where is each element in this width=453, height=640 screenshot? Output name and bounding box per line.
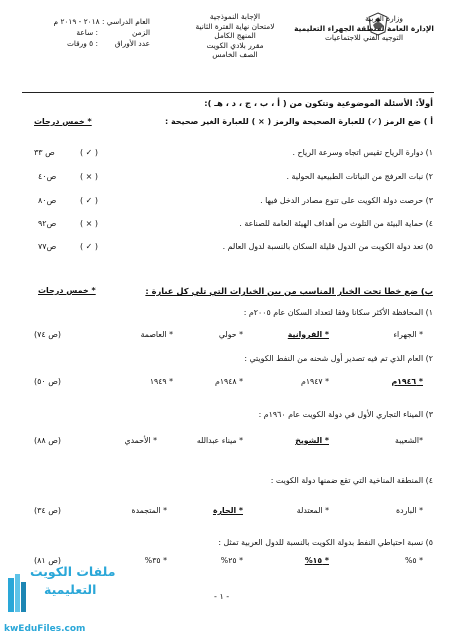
tf-ref-5: ص٧٧: [38, 242, 57, 251]
mc-q4-ref: (ص ٣٤): [34, 506, 62, 515]
mc-q1-option-3: * حولي: [218, 330, 243, 339]
grade-level: الصف الخامس: [212, 50, 258, 60]
header-info-block: [30, 16, 150, 49]
mc-q1-option-2-correct: * الفروانية: [287, 330, 329, 339]
mc-q5-option-1: * ٥%: [404, 556, 423, 565]
watermark-line1: ملفات الكويت: [30, 564, 116, 579]
tf-answer-5: ( ✓ ): [80, 242, 99, 251]
mc-q1-ref: (ص ٧٤): [34, 330, 62, 339]
mc-q3-ref: (ص ٨٨): [34, 436, 62, 445]
mc-q4-option-3-correct: * الحارة: [212, 506, 243, 515]
answer-key-label: الإجابة النموذجية: [209, 12, 261, 21]
exam-name: لامتحان نهاية الفترة الثانية: [195, 21, 275, 31]
mc-q1-option-4: * العاصمة: [140, 330, 173, 339]
watermark-line2: التعليمية: [44, 582, 97, 597]
tf-question-2: ٢) نبات العرفج من النباتات الطبيعية الحولية .: [286, 172, 433, 181]
mc-q2-option-2: * ١٩٤٧م: [301, 377, 329, 386]
mc-q4-option-4: * المتجمدة: [131, 506, 167, 515]
mc-q5-option-2-correct: * ١٥%: [304, 556, 329, 565]
mc-q2-option-1-correct: * ١٩٤٦م: [391, 377, 423, 386]
tf-question-1: ١) دوارة الرياح تقيس اتجاه وسرعة الرياح .: [292, 148, 433, 157]
section1-title: أولاً: الأسئلة الموضوعية وتتكون من ( أ ، ب ، ج ، د ، هـ ):: [204, 98, 433, 108]
tf-question-5: ٥) تعد دولة الكويت من الدول قليلة السكان بالنسبة لدول العالم .: [222, 242, 433, 251]
section1-grade: * خمس درجات: [34, 117, 92, 126]
mc-q5-option-3: * ٢٥%: [220, 556, 243, 565]
mc-q4-option-1: * الباردة: [396, 506, 423, 515]
ministry-name: وزارة التربية: [365, 14, 403, 23]
mc-q2-option-4: * ١٩٤٩: [149, 377, 173, 386]
mc-q4-option-2: * المعتدلة: [296, 506, 329, 515]
time-label: الزمن: [132, 28, 150, 37]
mc-q3-option-4: * الأحمدي: [124, 436, 157, 445]
header-divider: [22, 92, 434, 93]
mc-question-3: ٣) الميناء التجاري الأول في دولة الكويت عام ١٩٦٠م :: [258, 410, 433, 419]
tf-answer-4: ( × ): [80, 219, 99, 228]
pages-value: : ٥ ورقات: [66, 39, 98, 48]
school-year: العام الدراسي : ٢٠١٨ - ٢٠١٩ م: [53, 17, 150, 26]
section2-title: ب) ضع خطا تحت الخيار المناسب من بين الخيارات التي تلي كل عبارة :: [145, 286, 433, 296]
mc-q3-option-1: *الشعيبة: [394, 436, 423, 445]
mc-q3-option-2-correct: * الشويخ: [295, 436, 329, 445]
curriculum-label: المنهج الكامل: [214, 31, 256, 41]
section2-grade: * خمس درجات: [38, 286, 96, 295]
tf-ref-2: ص٤٠: [38, 172, 57, 181]
tf-question-3: ٣) حرصت دولة الكويت على تنوع مصادر الدخل فيها .: [260, 196, 433, 205]
mc-question-2: ٢) العام الذي تم فيه تصدير أول شحنه من النفط الكويتي :: [244, 354, 433, 363]
mc-q2-option-3: * ١٩٤٨م: [215, 377, 243, 386]
section1-instruction: أ ) ضع الرمز (✓) للعبارة الصحيحة والرمز ( × ) للعبارة الغير صحيحة :: [164, 117, 433, 126]
time-value: : ساعة: [76, 28, 98, 37]
watermark-logo: [0, 560, 120, 640]
mc-q5-ref: (ص ٨١): [34, 556, 62, 565]
mc-question-5: ٥) نسبة احتياطي النفط بدولة الكويت بالنسبة للدول العربية تمثل :: [218, 538, 433, 547]
page-number: - ١ -: [214, 592, 230, 601]
mc-q2-ref: (ص ٥٠): [34, 377, 62, 386]
mc-question-1: ١) المحافظة الأكثر سكانا وفقا لتعداد السكان عام ٢٠٠٥م :: [243, 308, 433, 317]
course-name: مقرر بلادي الكويت: [206, 40, 264, 50]
tf-ref-1: ص ٣٣: [34, 148, 55, 157]
watermark-url: kwEduFiles.com: [4, 624, 86, 634]
header-ministry-block: [289, 14, 439, 43]
watermark-books-icon: [6, 574, 28, 614]
mc-question-4: ٤) المنطقة المناخية التي تقع ضمنها دولة الكويت :: [270, 476, 433, 485]
tf-question-4: ٤) حماية البيئة من التلوث من أهداف الهيئة العامة للصناعة .: [239, 219, 433, 228]
department-name: التوجيه الفني للاجتماعيات: [324, 33, 404, 43]
tf-ref-3: ص٨٠: [38, 196, 57, 205]
tf-ref-4: ص٩٢: [38, 219, 57, 228]
mc-q5-option-4: * ٣٥%: [144, 556, 167, 565]
tf-answer-3: ( ✓ ): [80, 196, 99, 205]
mc-q1-option-1: * الجهراء: [393, 330, 423, 339]
directorate-name: الإدارة العامة لمنطقة الجهراء التعليمية: [294, 23, 434, 33]
tf-answer-1: ( ✓ ): [80, 148, 99, 157]
pages-label: عدد الأوراق: [114, 39, 150, 48]
tf-answer-2: ( × ): [80, 172, 99, 181]
mc-q3-option-3: * ميناء عبدالله: [196, 436, 243, 445]
header-exam-block: [160, 12, 310, 60]
